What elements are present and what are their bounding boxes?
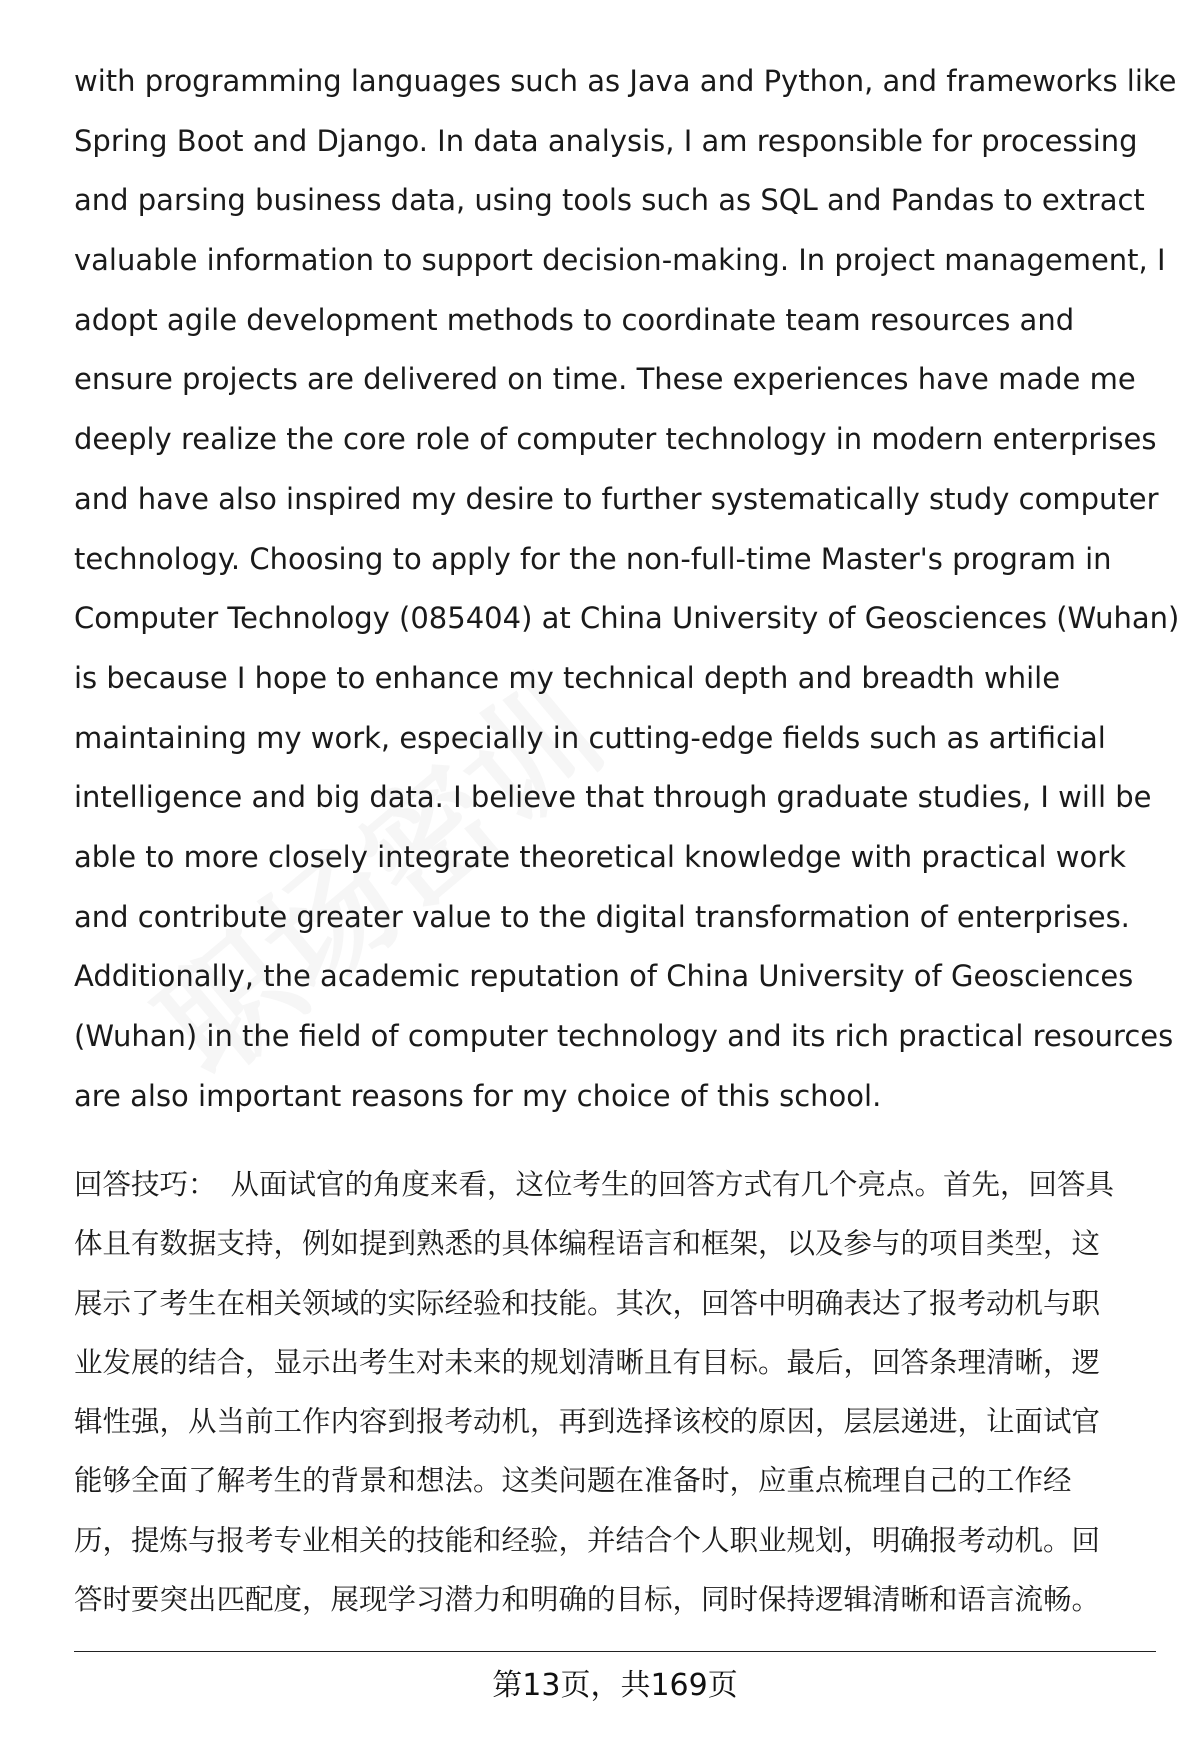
tips-line: 辑性强，从当前工作内容到报考动机，再到选择该校的原因，层层递进，让面试官	[74, 1405, 1101, 1439]
tips-line: 历，提炼与报考专业相关的技能和经验，并结合个人职业规划，明确报考动机。回	[74, 1523, 1101, 1557]
paragraph-line: maintaining my work, especially in cutting-edge fields such as artificial	[74, 720, 1106, 755]
paragraph-line: Spring Boot and Django. In data analysis, I am responsible for processing	[74, 123, 1138, 158]
tips-line-text: 从面试官的角度来看，这位考生的回答方式有几个亮点。首先，回答具	[230, 1168, 1115, 1201]
paragraph-line: with programming languages such as Java and Python, and frameworks like	[74, 64, 1177, 98]
paragraph-line: able to more closely integrate theoretical knowledge with practical work	[74, 839, 1126, 874]
tips-line: 答时要突出匹配度，展现学习潜力和明确的目标，同时保持逻辑清晰和语言流畅。	[74, 1583, 1101, 1617]
tips-label: 回答技巧：	[74, 1168, 217, 1201]
paragraph-line: deeply realize the core role of computer technology in modern enterprises	[74, 422, 1157, 457]
paragraph-line: is because I hope to enhance my technical depth and breadth while	[74, 660, 1061, 695]
tips-line: 展示了考生在相关领域的实际经验和技能。其次，回答中明确表达了报考动机与职	[74, 1286, 1101, 1320]
paragraph-line: and contribute greater value to the digital transformation of enterprises.	[74, 899, 1130, 934]
paragraph-line: and have also inspired my desire to further systematically study computer	[74, 481, 1159, 516]
paragraph-line: Computer Technology (085404) at China University of Geosciences (Wuhan)	[74, 601, 1180, 636]
paragraph-line: are also important reasons for my choice of this school.	[74, 1078, 882, 1113]
tips-line: 体且有数据支持，例如提到熟悉的具体编程语言和框架，以及参与的项目类型，这	[74, 1227, 1101, 1261]
answer-paragraph	[74, 52, 1180, 1126]
tips-line: 能够全面了解考生的背景和想法。这类问题在准备时，应重点梳理自己的工作经	[74, 1464, 1072, 1498]
page-number: 第13页，共169页	[492, 1668, 738, 1703]
paragraph-line: Additionally, the academic reputation of China University of Geosciences	[74, 959, 1134, 994]
tips-line	[74, 1155, 1154, 1214]
answer-tips	[74, 1155, 1154, 1629]
footer-divider	[74, 1651, 1156, 1652]
paragraph-line: intelligence and big data. I believe that through graduate studies, I will be	[74, 780, 1152, 815]
paragraph-line: (Wuhan) in the field of computer technology and its rich practical resources	[74, 1019, 1174, 1053]
paragraph-line: ensure projects are delivered on time. These experiences have made me	[74, 362, 1136, 397]
tips-line: 业发展的结合，显示出考生对未来的规划清晰且有目标。最后，回答条理清晰，逻	[74, 1345, 1101, 1379]
paragraph-line: and parsing business data, using tools such as SQL and Pandas to extract	[74, 183, 1145, 218]
paragraph-line: adopt agile development methods to coordinate team resources and	[74, 302, 1075, 337]
paragraph-line: valuable information to support decision-making. In project management, I	[74, 243, 1166, 278]
paragraph-line: technology. Choosing to apply for the non-full-time Master's program in	[74, 541, 1112, 576]
